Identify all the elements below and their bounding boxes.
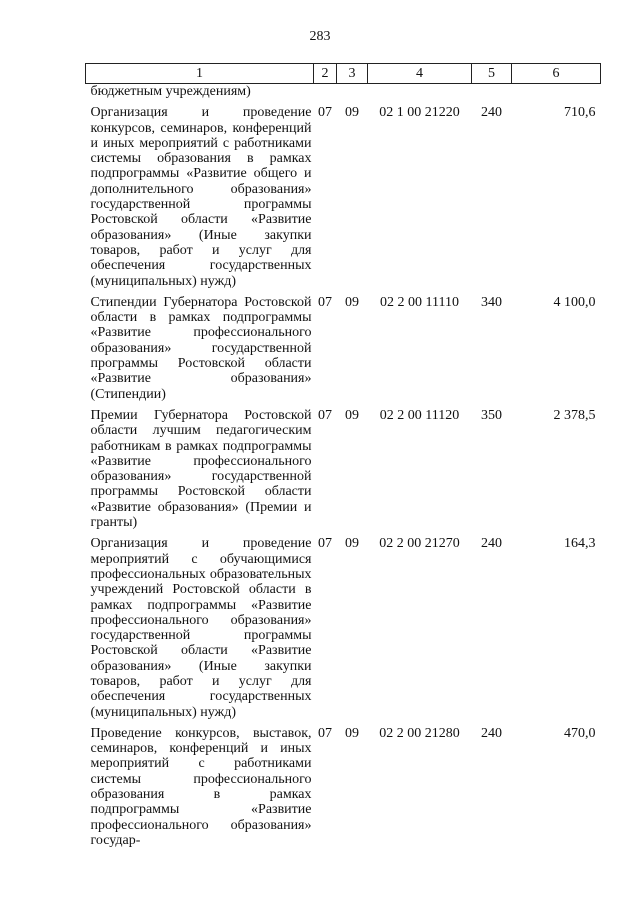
row-description: Организация и проведение мероприятий с обучающимися профессиональных образовательных учреждений Ростовской области в рамках подпрограммы «Развитие профессионального образования» государственной программы Ростовской области «Развитие образования» (Иные закупки товаров, работ и услуг для обеспечения государственных (муниципальных) нужд) [90, 536, 312, 720]
row-subsection: 09 [345, 294, 359, 310]
column-header-3: 3 [337, 64, 368, 84]
row-section: 07 [318, 407, 332, 423]
table-row [86, 105, 601, 295]
row-target-code: 02 2 00 21280 [379, 725, 460, 741]
row-target-code: 02 1 00 21220 [379, 105, 460, 121]
row-target-code: 02 2 00 11120 [379, 407, 460, 423]
table-row [86, 295, 601, 408]
column-header-1: 1 [86, 64, 314, 84]
row-amount: 2 378,5 [553, 407, 596, 423]
row-section: 07 [318, 725, 332, 741]
row-description: Стипендии Губернатора Ростовской области в рамках подпрограммы «Развитие профессионального образования» государственной программы Ростовской области «Развитие образования» (Стипендии) [90, 294, 312, 402]
row-expense-type: 240 [481, 725, 502, 741]
row-target-code: 02 2 00 11110 [380, 294, 459, 310]
row-expense-type: 350 [481, 407, 502, 423]
row-section: 07 [318, 294, 332, 310]
row-amount: 164,3 [564, 536, 596, 552]
page-number: 283 [309, 29, 331, 44]
row-expense-type: 240 [481, 536, 502, 552]
table-row [86, 408, 601, 536]
row-section: 07 [318, 536, 332, 552]
row-expense-type: 340 [481, 294, 502, 310]
row-subsection: 09 [345, 407, 359, 423]
row-target-code: 02 2 00 21270 [379, 536, 460, 552]
budget-table [85, 63, 601, 854]
row-amount: 4 100,0 [553, 294, 596, 310]
table-row [86, 536, 601, 726]
column-header-2: 2 [314, 64, 337, 84]
row-amount: 710,6 [564, 105, 596, 121]
table-row [86, 726, 601, 854]
column-header-6: 6 [512, 64, 601, 84]
row-description: Премии Губернатора Ростовской области лучшим педагогическим работникам в рамках подпрограммы «Развитие профессионального образования» государственной программы Ростовской области «Развитие образования» (Премии и гранты) [90, 407, 312, 531]
row-subsection: 09 [345, 105, 359, 121]
carryover-row [86, 84, 601, 106]
row-subsection: 09 [345, 725, 359, 741]
row-expense-type: 240 [481, 105, 502, 121]
row-description: Организация и проведение конкурсов, семинаров, конференций и иных мероприятий с работниками системы образования в рамках подпрограммы «Развитие общего и дополнительного образования» государственной программы Ростовской области «Развитие образования» (Иные закупки товаров, работ и услуг для обеспечения государственных (муниципальных) нужд) [90, 105, 312, 289]
header-row [86, 64, 601, 84]
carryover-text: бюджетным учреждениям) [90, 84, 251, 99]
column-header-5: 5 [472, 64, 512, 84]
row-amount: 470,0 [564, 725, 596, 741]
row-subsection: 09 [345, 536, 359, 552]
row-description: Проведение конкурсов, выставок, семинаров, конференций и иных мероприятий с работниками системы профессионального образования в рамках подпрограммы «Развитие профессионального образования» государ- [90, 725, 312, 848]
row-section: 07 [318, 105, 332, 121]
column-header-4: 4 [368, 64, 472, 84]
